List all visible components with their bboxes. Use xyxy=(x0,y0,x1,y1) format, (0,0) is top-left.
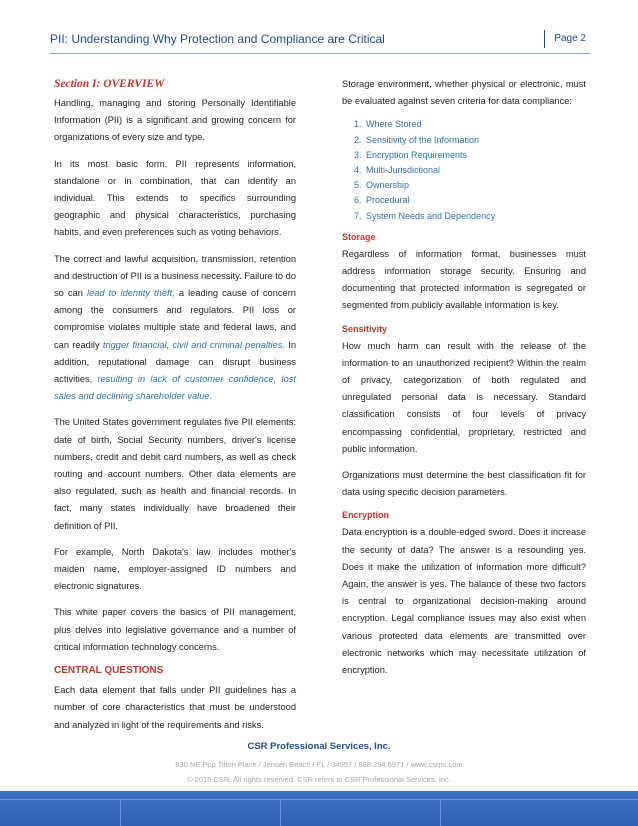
highlight-customer-confidence: resulting in lack of customer confidence, lost sales and declining shareholder value. xyxy=(54,374,296,402)
paragraph-storage-environment: Storage environment, whether physical or electronic, must be evaluated against seven criteria for data compliance: xyxy=(342,79,586,107)
right-column xyxy=(342,76,586,688)
band-divider xyxy=(440,799,441,826)
left-column xyxy=(54,76,296,743)
paragraph-lawful-acquisition xyxy=(54,251,296,406)
text-run: In addition, reputational damage can disrupt business activities, xyxy=(54,339,296,385)
paragraph-core-characteristics: Each data element that falls under PII guidelines has a number of core characteristics that must be understood and analyzed in light of the requirements and risks. xyxy=(54,685,296,730)
paragraph-encryption: Data encryption is a double-edged sword. Does it increase the security of data? The answer is a resounding yes. Does it make the utilization of information more difficult? Again, the answer is yes. The balance of these two factors is central to organizational decision-making around encryption. Legal compliance issues may also exist when various protected data elements are transmitted over electronic networks which may necessitate utilization of encryption. xyxy=(342,527,586,676)
page-number: Page 2 xyxy=(554,33,586,44)
page-header xyxy=(50,32,590,52)
paragraph-intro: Handling, managing and storing Personally Identifiable Information (PII) is a significant and growing concern for organizations of every size and type. xyxy=(54,98,296,143)
footer-address: 830 NE Pop Tilton Place / Jensen Beach / FL / 34957 / 888.294.6971 / www.csrps.com xyxy=(175,760,463,769)
header-divider xyxy=(544,30,545,48)
paragraph-sensitivity: How much harm can result with the release of the information to an unauthorized recipient? Within the realm of privacy, categorization of both regulated and unregulated personal data is necessary. Standard classification consists of four levels of privacy encompassing confidential, proprietary, restricted and public information. xyxy=(342,340,586,454)
paragraph-storage: Regardless of information format, businesses must address information storage security. Ensuring and documenting that protected information is segregated or segmented from publicly available information is key. xyxy=(342,248,586,311)
footer-company: CSR Professional Services, Inc. xyxy=(247,741,391,752)
paragraph-classification: Organizations must determine the best classification fit for data using specific decision parameters. xyxy=(342,470,586,498)
header-rule xyxy=(50,53,590,54)
highlight-identity-theft: lead to identity theft, xyxy=(87,288,175,299)
list-item: 6. Procedural xyxy=(364,193,586,208)
central-questions-heading: CENTRAL QUESTIONS xyxy=(54,665,164,677)
list-item: 7. System Needs and Dependency xyxy=(364,209,586,224)
criteria-list xyxy=(342,117,586,223)
paragraph-north-dakota: For example, North Dakota's law includes mother's maiden name, employer-assigned ID numbers and electronic signatures. xyxy=(54,546,296,592)
footer-band xyxy=(0,791,638,826)
paragraph-basic-form: In its most basic form, PII represents information, standalone or in combination, that can identify an individual. This extends to specifics surrounding geographic and physical characteristics, purchasing habits, and even preferences such as voting behaviors. xyxy=(54,158,296,238)
band-divider xyxy=(120,799,121,826)
list-item: 1. Where Stored xyxy=(364,117,586,132)
storage-heading: Storage xyxy=(342,231,376,242)
highlight-penalties: trigger financial, civil and criminal penalties. xyxy=(102,339,285,350)
list-item: 5. Ownership xyxy=(364,178,586,193)
list-item: 2. Sensitivity of the Information xyxy=(364,133,586,148)
paragraph-us-government: The United States government regulates five PII elements: date of birth, Social Security numbers, driver's license numbers, credit and debit card numbers, as well as check routing and account numbers. Other data elements are also regulated, such as health and financial records. In fact, many states individually have broadened their definition of PII. xyxy=(54,417,296,531)
band-divider xyxy=(280,799,281,826)
text-run: The correct and lawful acquisition, transmission, retention and destruction of PII is a business necessity. Failure to do so can xyxy=(54,253,296,299)
section-title: Section I: OVERVIEW xyxy=(54,78,165,90)
encryption-heading: Encryption xyxy=(342,510,390,521)
paragraph-white-paper: This white paper covers the basics of PII management, plus delves into legislative governance and a number of critical information technology concerns. xyxy=(54,607,296,652)
footer-copyright: © 2015 CSR. All rights reserved. CSR refers to CSR Professional Services, Inc. xyxy=(187,775,451,784)
sensitivity-heading: Sensitivity xyxy=(342,323,388,334)
list-item: 4. Multi-Jurisdictional xyxy=(364,163,586,178)
document-title: PII: Understanding Why Protection and Compliance are Critical xyxy=(50,32,385,46)
band-line xyxy=(0,799,638,800)
text-run: a leading cause of concern among the consumers and regulators. PII loss or compromise violates multiple state and federal laws, and can readily xyxy=(54,288,296,350)
list-item: 3. Encryption Requirements xyxy=(364,148,586,163)
